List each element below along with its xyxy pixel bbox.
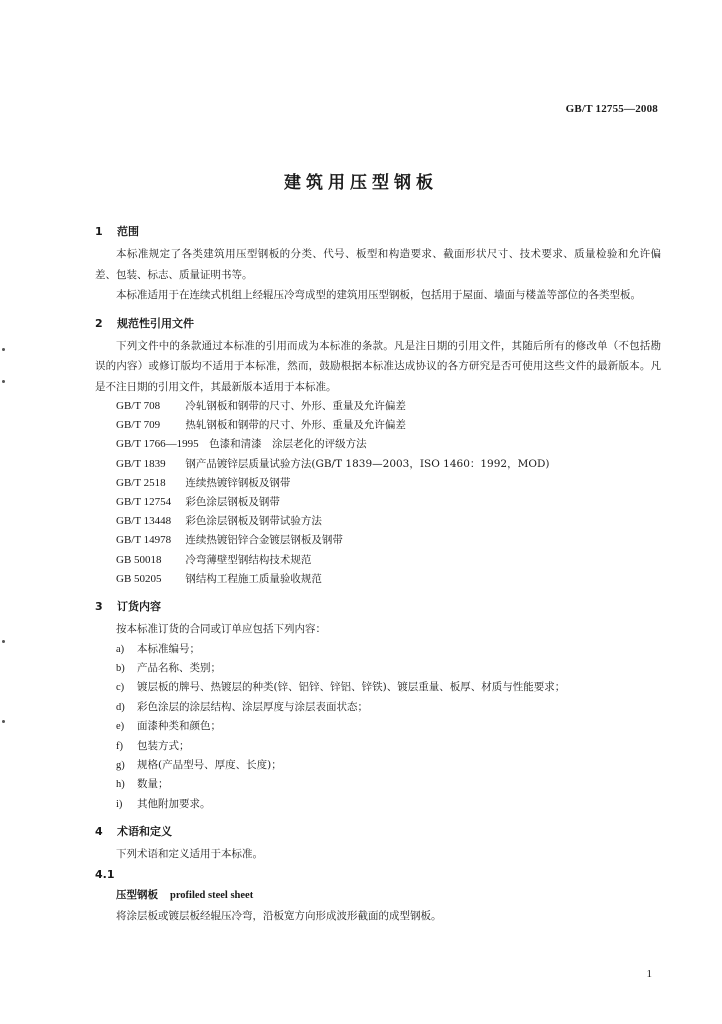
document-body (95, 222, 661, 926)
reference-code: GB/T 708 (116, 400, 161, 412)
section-number: 2 (95, 316, 103, 330)
list-text: 包装方式； (137, 739, 190, 752)
reference-code: GB/T 1839 (116, 457, 166, 470)
reference-code: GB/T 2518 (116, 476, 166, 489)
reference-title: 连续热镀锌钢板及钢带 (185, 476, 291, 489)
section-title: 范围 (117, 225, 139, 238)
list-item (95, 737, 661, 756)
list-text: 数量； (137, 778, 169, 791)
scan-mark (2, 380, 5, 383)
list-item (95, 678, 661, 697)
reference-code: GB 50205 (116, 572, 162, 585)
paragraph: 本标准适用于在连续式机组上经辊压冷弯成型的建筑用压型钢板，包括用于屋面、墙面与楼盖等部位的各类型板。 (116, 289, 641, 301)
section-heading-4 (95, 822, 661, 842)
section-title: 订货内容 (117, 600, 161, 614)
reference-code: GB/T 14978 (116, 534, 172, 547)
list-text: 彩色涂层的涂层结构、涂层厚度与涂层表面状态； (137, 700, 368, 713)
reference-code: GB/T 12754 (116, 496, 172, 509)
reference-code: GB/T 13448 (116, 515, 172, 528)
reference-title: 钢产品镀锌层质量试验方法(GB/T 1839—2003，ISO 1460：1992，MOD) (185, 457, 550, 470)
reference-code: GB/T 709 (116, 419, 161, 432)
reference-title: 热轧钢板和钢带的尺寸、外形、重量及允许偏差 (185, 419, 406, 432)
term-chinese: 压型钢板 (116, 888, 158, 901)
paragraph: 下列文件中的条款通过本标准的引用而成为本标准的条款。凡是注日期的引用文件，其随后所有的修改单（不包括勘误的内容）或修订版均不适用于本标准，然而，鼓励根据本标准达成协议的各方研究是否可使用这些文件的最新版本。凡是不注日期的引用文件，其最新版本适用于本标准。 (95, 339, 661, 393)
reference-item (95, 416, 661, 435)
reference-item (95, 397, 661, 416)
reference-item (95, 512, 661, 531)
reference-code: GB 50018 (116, 553, 162, 566)
list-label: e) (116, 721, 125, 733)
list-label: i) (116, 798, 123, 810)
term-definition: 将涂层板或镀层板经辊压冷弯，沿板宽方向形成波形截面的成型钢板。 (116, 909, 442, 922)
reference-title: 彩色涂层钢板及钢带试验方法 (185, 515, 322, 528)
term-english: profiled steel sheet (170, 889, 254, 901)
reference-title: 连续热镀铝锌合金镀层钢板及钢带 (185, 534, 343, 547)
reference-item (95, 474, 661, 493)
reference-item (95, 435, 661, 454)
scan-mark (2, 720, 5, 723)
list-text: 规格(产品型号、厚度、长度)； (137, 758, 282, 771)
reference-item (95, 493, 661, 512)
paragraph: 按本标准订货的合同或订单应包括下列内容： (116, 623, 326, 636)
list-item (95, 717, 661, 736)
subsection-number: 4.1 (95, 867, 115, 881)
list-label: c) (116, 682, 125, 694)
list-label: d) (116, 701, 125, 713)
section-heading-2 (95, 314, 661, 334)
scan-mark (2, 640, 5, 643)
paragraph: 本标准规定了各类建筑用压型钢板的分类、代号、板型和构造要求、截面形状尺寸、技术要求、质量检验和允许偏差、包装、标志、质量证明书等。 (95, 248, 661, 281)
list-label: h) (116, 779, 125, 791)
reference-title: 冷轧钢板和钢带的尺寸、外形、重量及允许偏差 (185, 400, 406, 412)
section-heading-3 (95, 597, 661, 617)
reference-item (95, 570, 661, 589)
list-text: 产品名称、类别； (137, 661, 221, 674)
section-number: 1 (95, 225, 103, 238)
section-title: 术语和定义 (117, 825, 172, 839)
standard-code: GB/T 12755—2008 (565, 103, 658, 115)
reference-title: 冷弯薄壁型钢结构技术规范 (185, 553, 312, 566)
list-text: 镀层板的牌号、热镀层的种类(锌、铝锌、锌铝、锌铁)、镀层重量、板厚、材质与性能要求； (137, 681, 566, 694)
section-title: 规范性引用文件 (117, 316, 194, 330)
list-item (95, 698, 661, 717)
list-text: 本标准编号； (137, 642, 200, 655)
reference-item (95, 551, 661, 570)
list-item (95, 640, 661, 659)
reference-item (95, 531, 661, 550)
section-heading-1 (95, 222, 661, 242)
reference-code: GB/T 1766—1995 (116, 438, 199, 451)
list-text: 其他附加要求。 (137, 797, 211, 810)
list-label: g) (116, 759, 125, 771)
list-label: a) (116, 643, 125, 655)
paragraph: 下列术语和定义适用于本标准。 (116, 848, 263, 861)
section-number: 4 (95, 825, 103, 839)
list-text: 面漆种类和颜色； (137, 720, 221, 733)
list-item (95, 775, 661, 794)
page-number: 1 (646, 968, 652, 980)
list-label: f) (116, 740, 123, 752)
reference-item (95, 455, 661, 474)
reference-title: 色漆和清漆 涂层老化的评级方法 (209, 438, 367, 451)
list-item (95, 756, 661, 775)
term-entry (95, 885, 661, 906)
scan-mark (2, 348, 5, 351)
list-item (95, 795, 661, 814)
document-title: 建筑用压型钢板 (284, 173, 438, 193)
list-label: b) (116, 662, 125, 674)
reference-title: 彩色涂层钢板及钢带 (185, 496, 280, 509)
section-number: 3 (95, 600, 103, 614)
reference-title: 钢结构工程施工质量验收规范 (185, 572, 322, 585)
list-item (95, 659, 661, 678)
